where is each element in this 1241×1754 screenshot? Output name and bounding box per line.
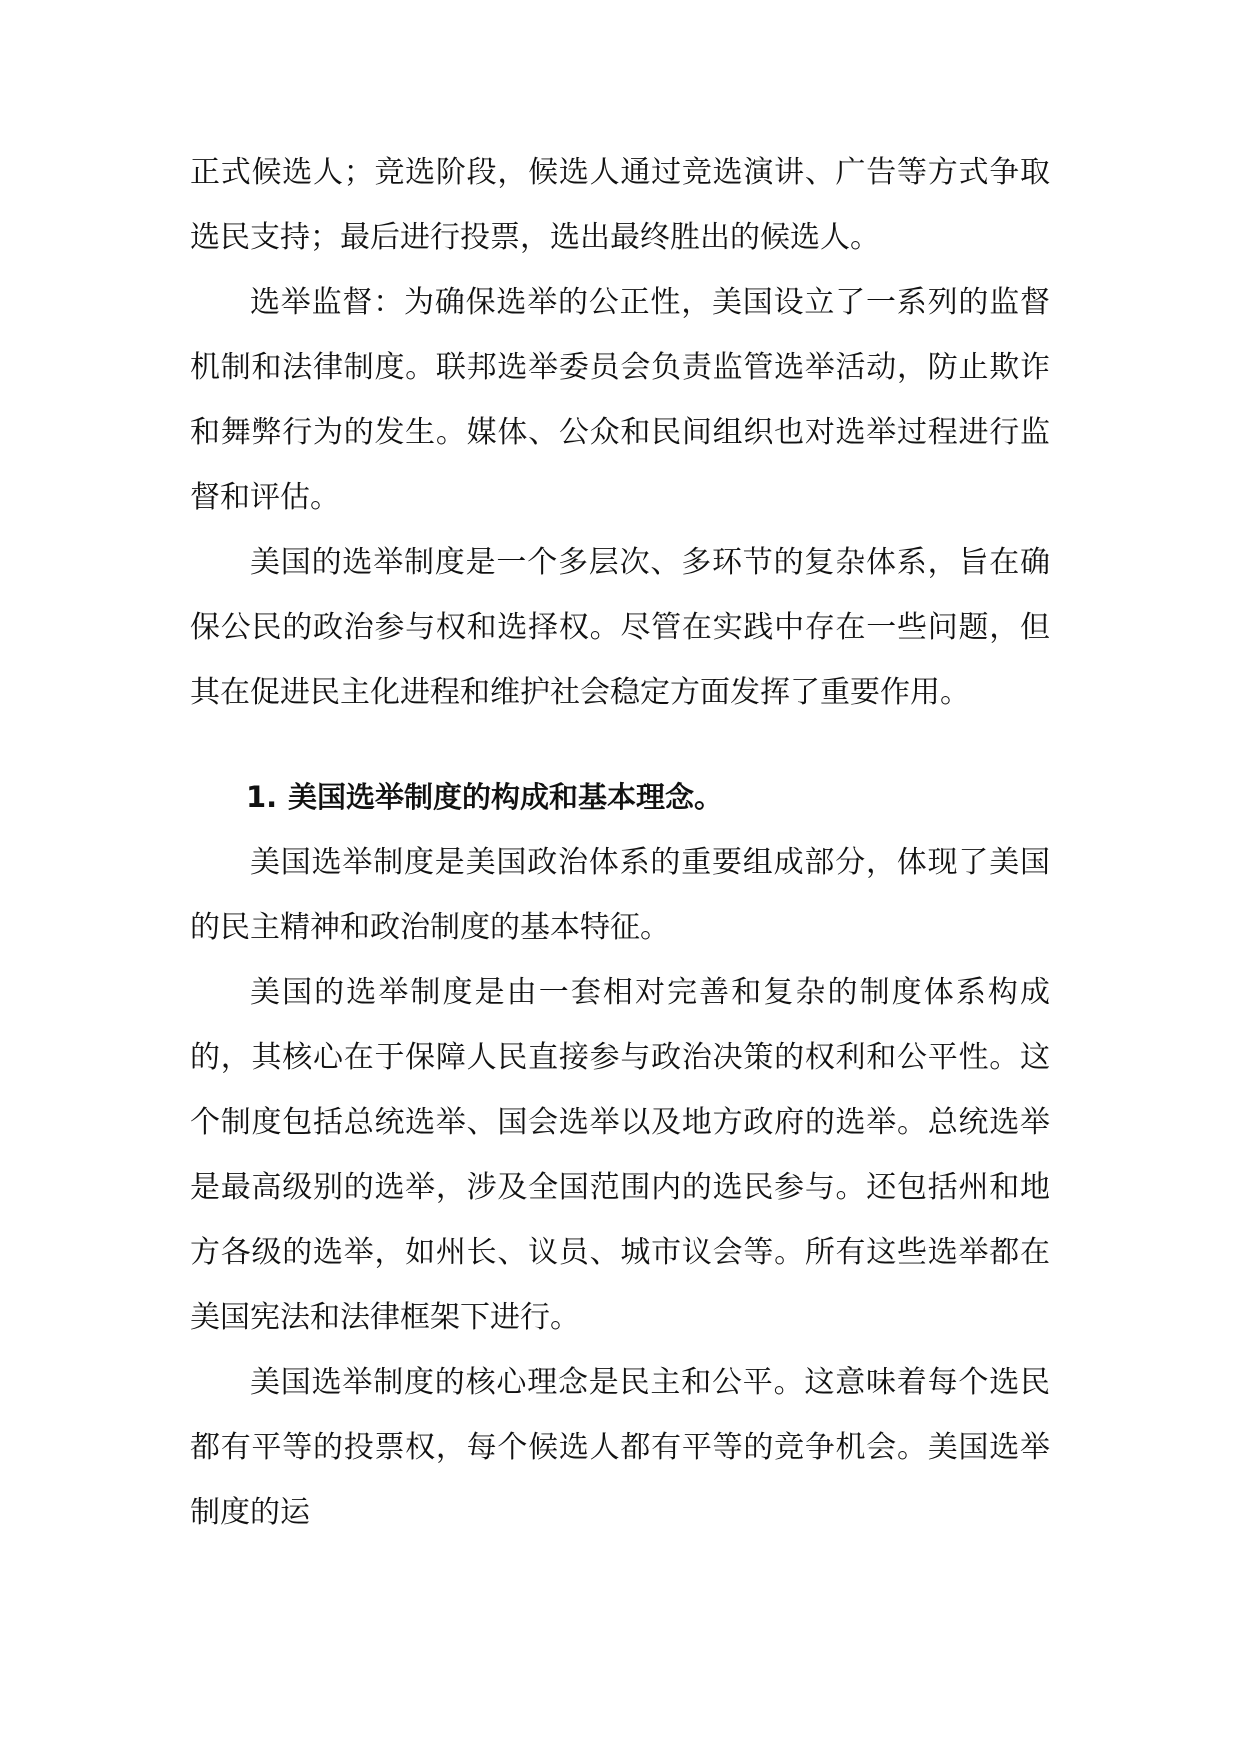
- paragraph-core-principles: 美国选举制度的核心理念是民主和公平。这意味着每个选民都有平等的投票权，每个候选人都有平等的竞争机会。美国选举制度的运: [190, 1365, 1050, 1530]
- document-body: [190, 140, 1050, 1545]
- paragraph-system-importance: 美国选举制度是美国政治体系的重要组成部分，体现了美国的民主精神和政治制度的基本特征。: [190, 845, 1050, 945]
- section-heading-text: 美国选举制度的构成和基本理念。: [288, 780, 724, 814]
- paragraph-continuation: 正式候选人；竞选阶段，候选人通过竞选演讲、广告等方式争取选民支持；最后进行投票，选出最终胜出的候选人。: [190, 155, 1050, 255]
- section-heading-number: 1.: [246, 780, 278, 814]
- paragraph-system-summary: 美国的选举制度是一个多层次、多环节的复杂体系，旨在确保公民的政治参与权和选择权。尽管在实践中存在一些问题，但其在促进民主化进程和维护社会稳定方面发挥了重要作用。: [190, 545, 1050, 710]
- paragraph-system-composition: 美国的选举制度是由一套相对完善和复杂的制度体系构成的，其核心在于保障人民直接参与政治决策的权利和公平性。这个制度包括总统选举、国会选举以及地方政府的选举。总统选举是最高级别的选举，涉及全国范围内的选民参与。还包括州和地方各级的选举，如州长、议员、城市议会等。所有这些选举都在美国宪法和法律框架下进行。: [190, 975, 1050, 1335]
- paragraph-election-supervision: 选举监督：为确保选举的公正性，美国设立了一系列的监督机制和法律制度。联邦选举委员会负责监管选举活动，防止欺诈和舞弊行为的发生。媒体、公众和民间组织也对选举过程进行监督和评估。: [190, 285, 1050, 515]
- section-heading: [190, 765, 1050, 830]
